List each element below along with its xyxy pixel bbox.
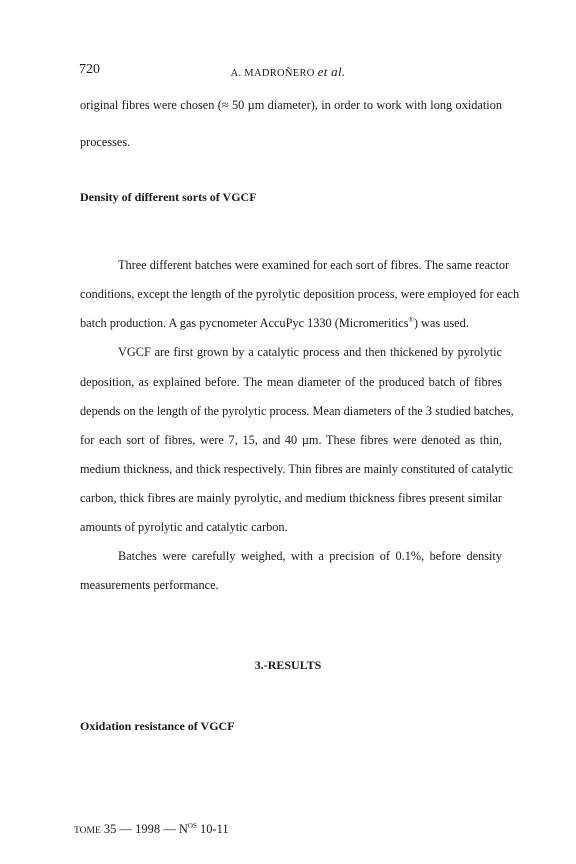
body-line: processes. — [80, 135, 131, 149]
footer-volume: 35 — 1998 — N — [103, 822, 188, 837]
body-line-text: ) was used. — [413, 316, 469, 331]
page-number: 720 — [79, 62, 100, 77]
footer-tome: TOME — [74, 826, 101, 837]
registered-mark: ® — [408, 316, 414, 324]
footer-issue: 10-11 — [199, 822, 229, 837]
subsection-heading: Oxidation resistance of VGCF — [80, 719, 235, 733]
body-line: for each sort of fibres, were 7, 15, and 40 µm. These fibres were denoted as thin, — [80, 433, 502, 447]
body-line: amounts of pyrolytic and catalytic carbon. — [80, 520, 288, 534]
results-heading: 3.-RESULTS — [254, 658, 322, 672]
body-line: conditions, except the length of the pyrolytic deposition process, were employed for each — [80, 287, 520, 301]
body-line: VGCF are first grown by a catalytic process and then thickened by pyrolytic — [118, 345, 502, 359]
body-line: carbon, thick fibres are mainly pyrolytic, and medium thickness fibres present similar — [80, 491, 502, 505]
body-line: original fibres were chosen (≈ 50 µm diameter), in order to work with long oxidation — [80, 98, 502, 112]
running-head-etal: et al. — [317, 64, 346, 79]
footer-nos: OS — [187, 822, 197, 830]
body-line — [80, 316, 469, 331]
running-head-author: A. MADROÑERO — [230, 68, 315, 79]
footer — [74, 822, 229, 837]
body-line-text: batch production. A gas pycnometer AccuPyc 1330 (Micromeritics — [80, 316, 409, 331]
body-line: deposition, as explained before. The mean diameter of the produced batch of fibres — [80, 375, 502, 389]
body-line: Three different batches were examined for each sort of fibres. The same reactor — [118, 258, 510, 272]
running-head — [0, 64, 576, 80]
body-line: Batches were carefully weighed, with a precision of 0.1%, before density — [118, 549, 502, 563]
body-line: medium thickness, and thick respectively. Thin fibres are mainly constituted of catalytic — [80, 462, 513, 476]
body-line: measurements performance. — [80, 578, 219, 592]
section-heading: Density of different sorts of VGCF — [80, 190, 257, 204]
body-line: depends on the length of the pyrolytic process. Mean diameters of the 3 studied batches, — [80, 404, 514, 418]
